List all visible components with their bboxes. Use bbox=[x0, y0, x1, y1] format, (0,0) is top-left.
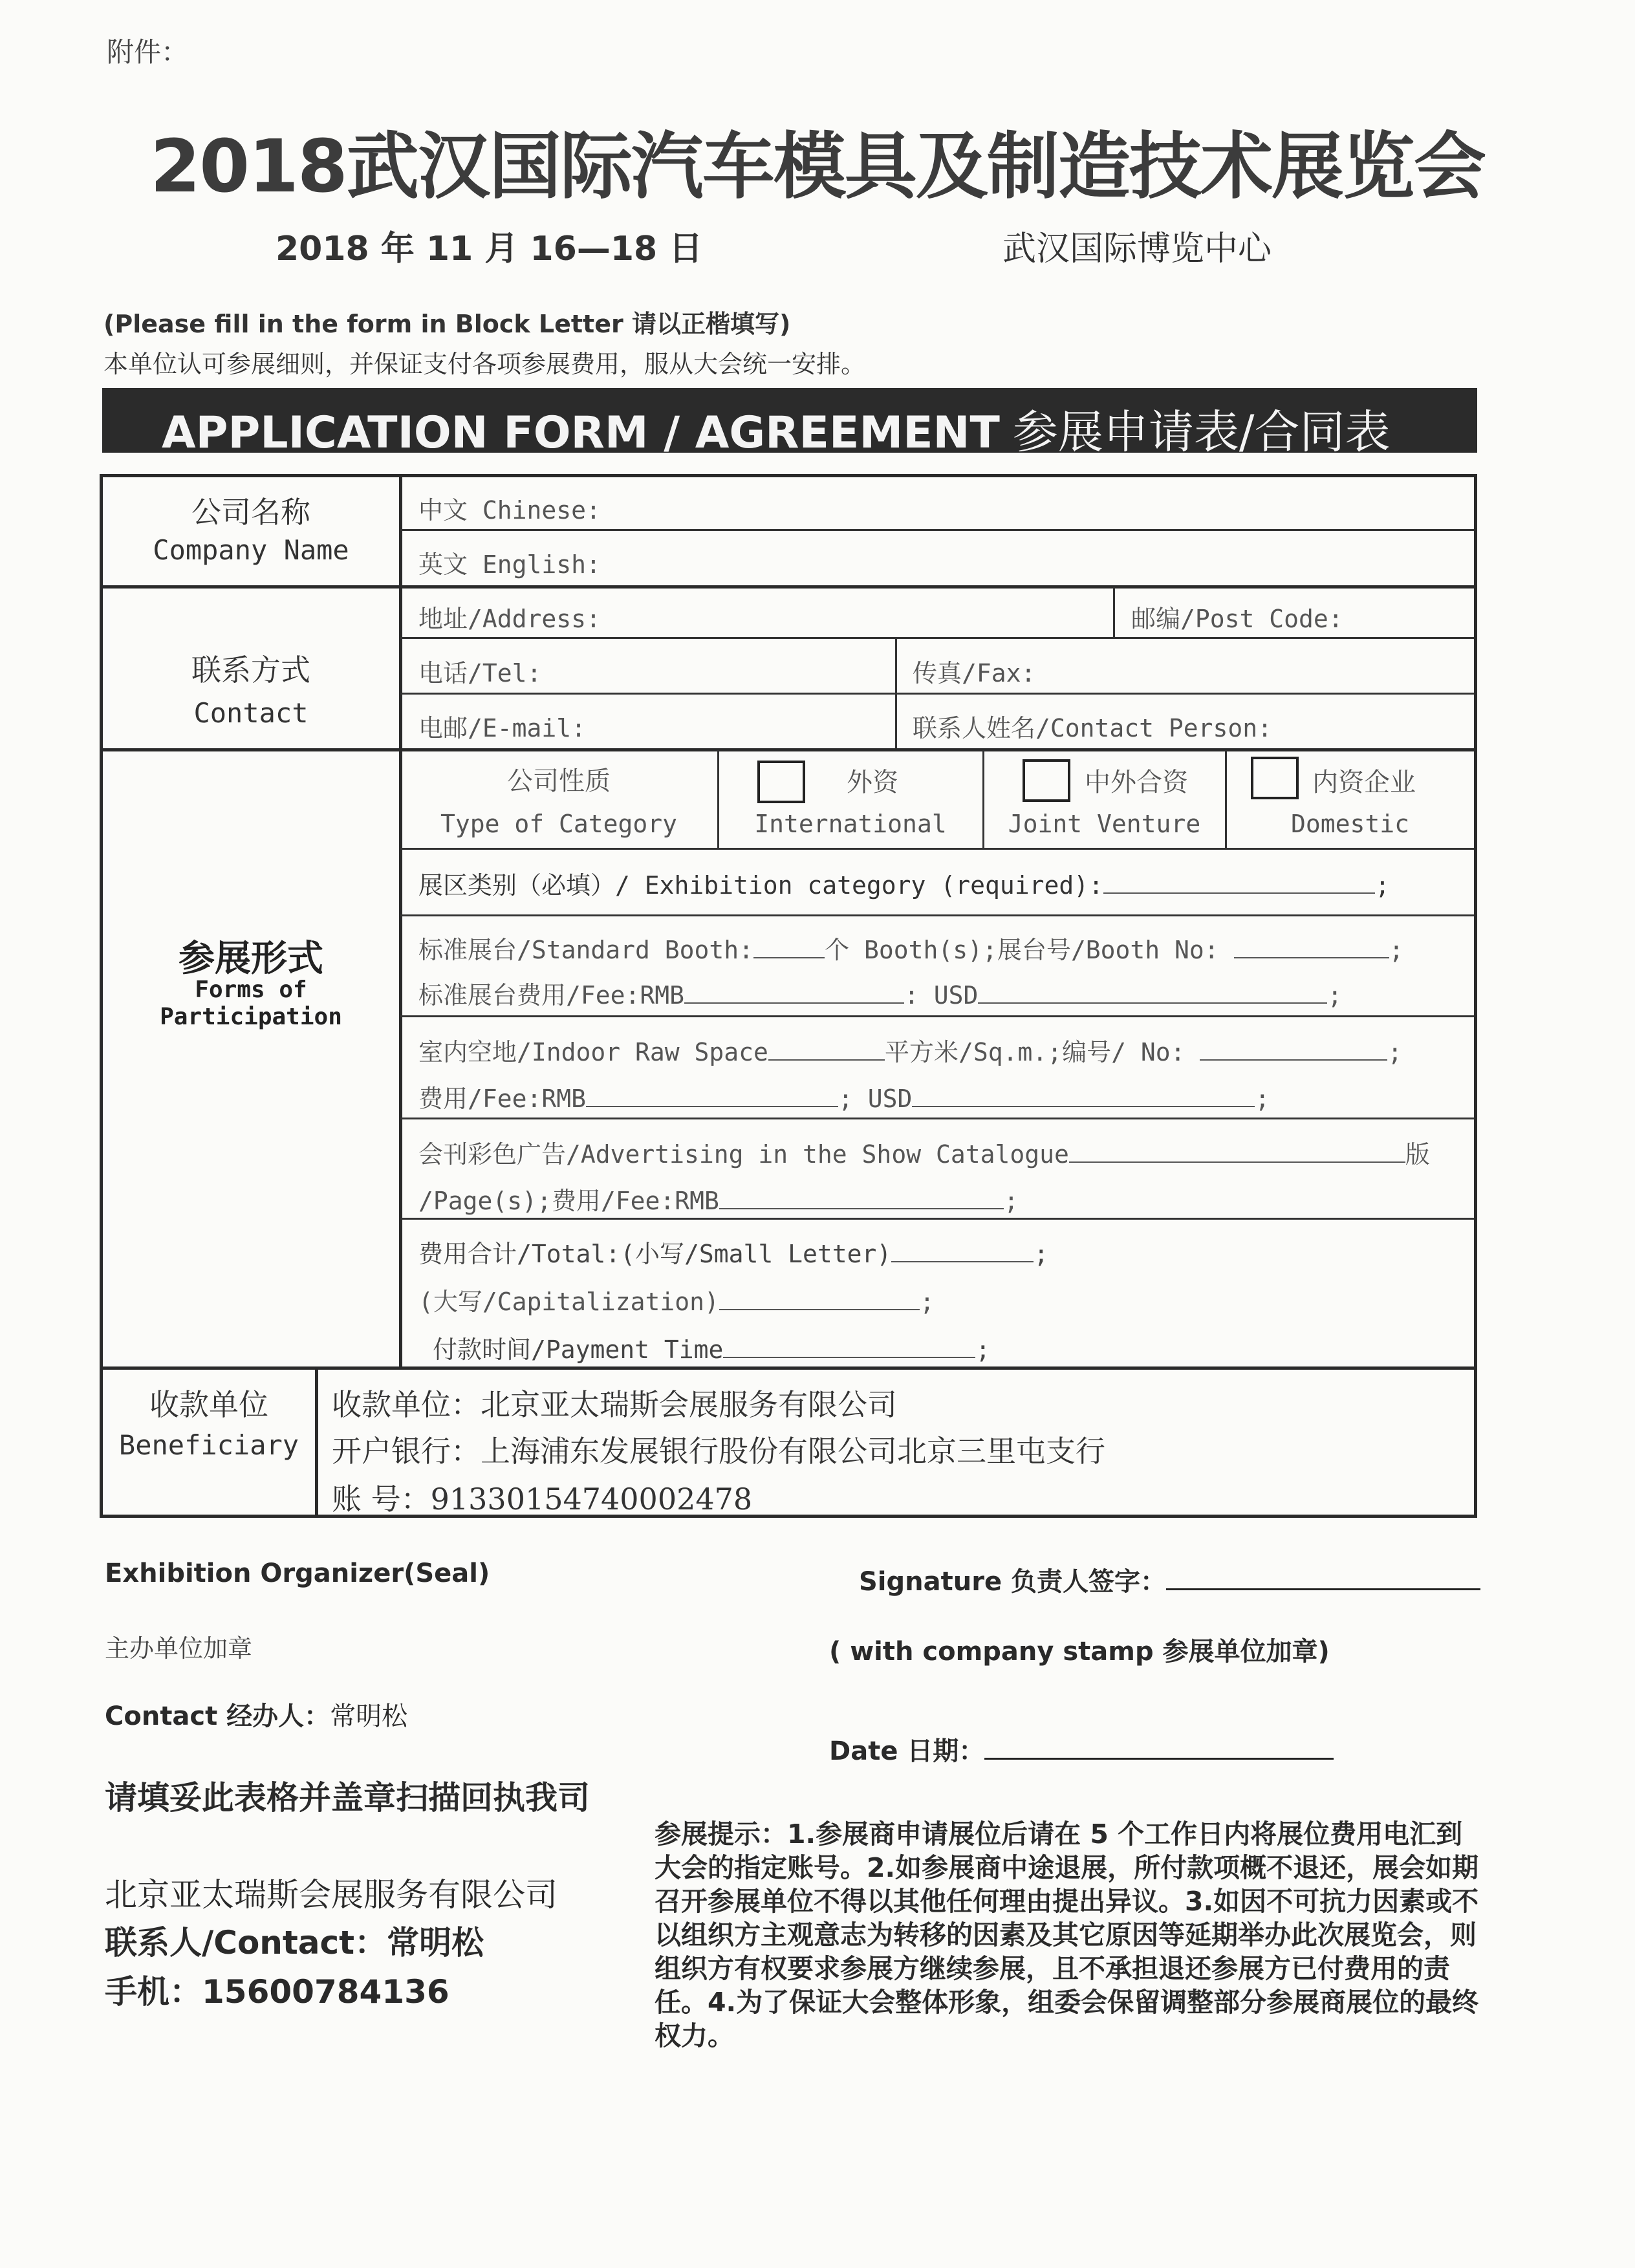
application-form bbox=[100, 474, 1477, 1518]
company-stamp-label: ( with company stamp 参展单位加章) bbox=[829, 1637, 1330, 1667]
contact-label-cn: 联系方式 bbox=[191, 653, 310, 687]
international-checkbox[interactable] bbox=[757, 761, 805, 803]
divider bbox=[103, 748, 1474, 751]
post-code-field[interactable]: 邮编/Post Code: bbox=[1131, 605, 1343, 633]
divider bbox=[103, 1366, 1474, 1370]
international-label-cn: 外资 bbox=[847, 768, 898, 797]
event-venue: 武汉国际博览中心 bbox=[1002, 230, 1272, 268]
payment-time-field[interactable]: 付款时间/Payment Time ; bbox=[433, 1335, 991, 1364]
joint-venture-label-en: Joint Venture bbox=[1008, 810, 1201, 838]
beneficiary-account: 账 号：91330154740002478 bbox=[332, 1482, 753, 1517]
company-name-label-en: Company Name bbox=[153, 534, 349, 566]
tel-field[interactable]: 电话/Tel: bbox=[418, 659, 542, 687]
page-title: 2018武汉国际汽车模具及制造技术展览会 bbox=[150, 125, 1485, 209]
company-name-chinese-field[interactable]: 中文 Chinese: bbox=[418, 496, 601, 524]
divider bbox=[895, 638, 897, 748]
exhibition-category-field[interactable]: 展区类别（必填）/ Exhibition category (required): ; bbox=[418, 871, 1390, 900]
total-small-field[interactable]: 费用合计/Total:(小写/Small Letter) ; bbox=[418, 1240, 1049, 1268]
divider bbox=[400, 848, 1474, 850]
signature-field[interactable]: Signature 负责人签字： bbox=[859, 1561, 1480, 1598]
fill-instruction: (Please fill in the form in Block Letter 请以正楷填写) bbox=[103, 310, 791, 338]
divider bbox=[400, 529, 1474, 531]
email-field[interactable]: 电邮/E-mail: bbox=[418, 714, 587, 742]
total-capitalization-field[interactable]: (大写/Capitalization) ; bbox=[418, 1288, 935, 1316]
divider bbox=[103, 585, 1474, 589]
domestic-checkbox[interactable] bbox=[1251, 757, 1299, 799]
participation-label-cn: 参展形式 bbox=[179, 938, 323, 980]
contact-person-field[interactable]: 联系人姓名/Contact Person: bbox=[913, 714, 1273, 742]
address-field[interactable]: 地址/Address: bbox=[418, 605, 601, 633]
divider bbox=[400, 914, 1474, 916]
raw-space-fee-field[interactable]: 费用/Fee:RMB ; USD ; bbox=[418, 1085, 1270, 1113]
participation-label-en-2: Participation bbox=[160, 1004, 342, 1030]
domestic-label-cn: 内资企业 bbox=[1312, 768, 1416, 797]
organizer-seal-label-cn: 主办单位加章 bbox=[105, 1634, 253, 1663]
company-name-label-cn: 公司名称 bbox=[191, 495, 310, 530]
advertising-field[interactable]: 会刊彩色广告/Advertising in the Show Catalogue 版 bbox=[418, 1140, 1430, 1169]
joint-venture-checkbox[interactable] bbox=[1023, 759, 1070, 802]
participation-notice: 参展提示：1.参展商申请展位后请在 5 个工作日内将展位费用电汇到大会的指定账号。2.如参展商中途退展，所付款项概不退还，展会如期召开参展单位不得以其他任何理由提出异议。3.如因不可抗力因素或不以组织方主观意志为转移的因素及其它原因等延期举办此次展览会，则组织方有权要求参展方继续参展，且不承担退还参展方已付费用的责任。4.为了保证大会整体形象，组委会保留调整部分参展商展位的最终权力。 bbox=[655, 1819, 1479, 2051]
contact-label-en: Contact bbox=[193, 697, 309, 729]
joint-venture-label-cn: 中外合资 bbox=[1085, 768, 1188, 797]
form-banner-title bbox=[162, 396, 1390, 461]
date-field[interactable]: Date 日期： bbox=[829, 1731, 1334, 1767]
divider bbox=[400, 637, 1474, 639]
organizer-company: 北京亚太瑞斯会展服务有限公司 bbox=[105, 1876, 558, 1914]
return-instruction: 请填妥此表格并盖章扫描回执我司 bbox=[105, 1779, 590, 1817]
divider bbox=[400, 1118, 1474, 1119]
divider bbox=[315, 1366, 318, 1518]
agreement-note: 本单位认可参展细则，并保证支付各项参展费用，服从大会统一安排。 bbox=[103, 350, 866, 378]
fax-field[interactable]: 传真/Fax: bbox=[913, 659, 1036, 687]
advertising-fee-field[interactable]: /Page(s);费用/Fee:RMB ; bbox=[418, 1187, 1019, 1215]
raw-space-field[interactable]: 室内空地/Indoor Raw Space 平方米/Sq.m.;编号/ No: ; bbox=[418, 1038, 1403, 1066]
organizer-contact-person: 联系人/Contact：常明松 bbox=[105, 1924, 484, 1961]
event-date: 2018 年 11 月 16—18 日 bbox=[276, 230, 703, 268]
international-label-en: International bbox=[754, 810, 947, 838]
divider bbox=[400, 693, 1474, 695]
standard-booth-field[interactable]: 标准展台/Standard Booth: 个 Booth(s);展台号/Booth No: ; bbox=[418, 936, 1404, 964]
divider bbox=[1113, 587, 1115, 638]
organizer-contact: Contact 经办人：常明松 bbox=[105, 1701, 408, 1731]
company-name-english-field[interactable]: 英文 English: bbox=[418, 550, 601, 579]
attachment-label: 附件： bbox=[107, 36, 189, 68]
organizer-seal-label: Exhibition Organizer(Seal) bbox=[105, 1559, 490, 1588]
organizer-mobile: 手机：15600784136 bbox=[105, 1973, 449, 2011]
participation-label-en-1: Forms of bbox=[195, 977, 307, 1003]
beneficiary-label-en: Beneficiary bbox=[118, 1429, 299, 1461]
divider bbox=[399, 477, 402, 1366]
beneficiary-bank: 开户银行：上海浦东发展银行股份有限公司北京三里屯支行 bbox=[332, 1434, 1105, 1469]
divider bbox=[400, 1218, 1474, 1220]
type-label-en: Type of Category bbox=[440, 810, 678, 838]
banner-title-en: APPLICATION FORM / AGREEMENT bbox=[162, 407, 1000, 459]
beneficiary-label-cn: 收款单位 bbox=[149, 1387, 268, 1422]
type-label-cn: 公司性质 bbox=[507, 766, 611, 796]
domestic-label-en: Domestic bbox=[1290, 810, 1410, 838]
divider bbox=[400, 1015, 1474, 1017]
standard-booth-fee-field[interactable]: 标准展台费用/Fee:RMB : USD ; bbox=[418, 981, 1343, 1010]
banner-title-cn: 参展申请表/合同表 bbox=[1012, 405, 1391, 459]
beneficiary-name: 收款单位：北京亚太瑞斯会展服务有限公司 bbox=[332, 1387, 897, 1422]
